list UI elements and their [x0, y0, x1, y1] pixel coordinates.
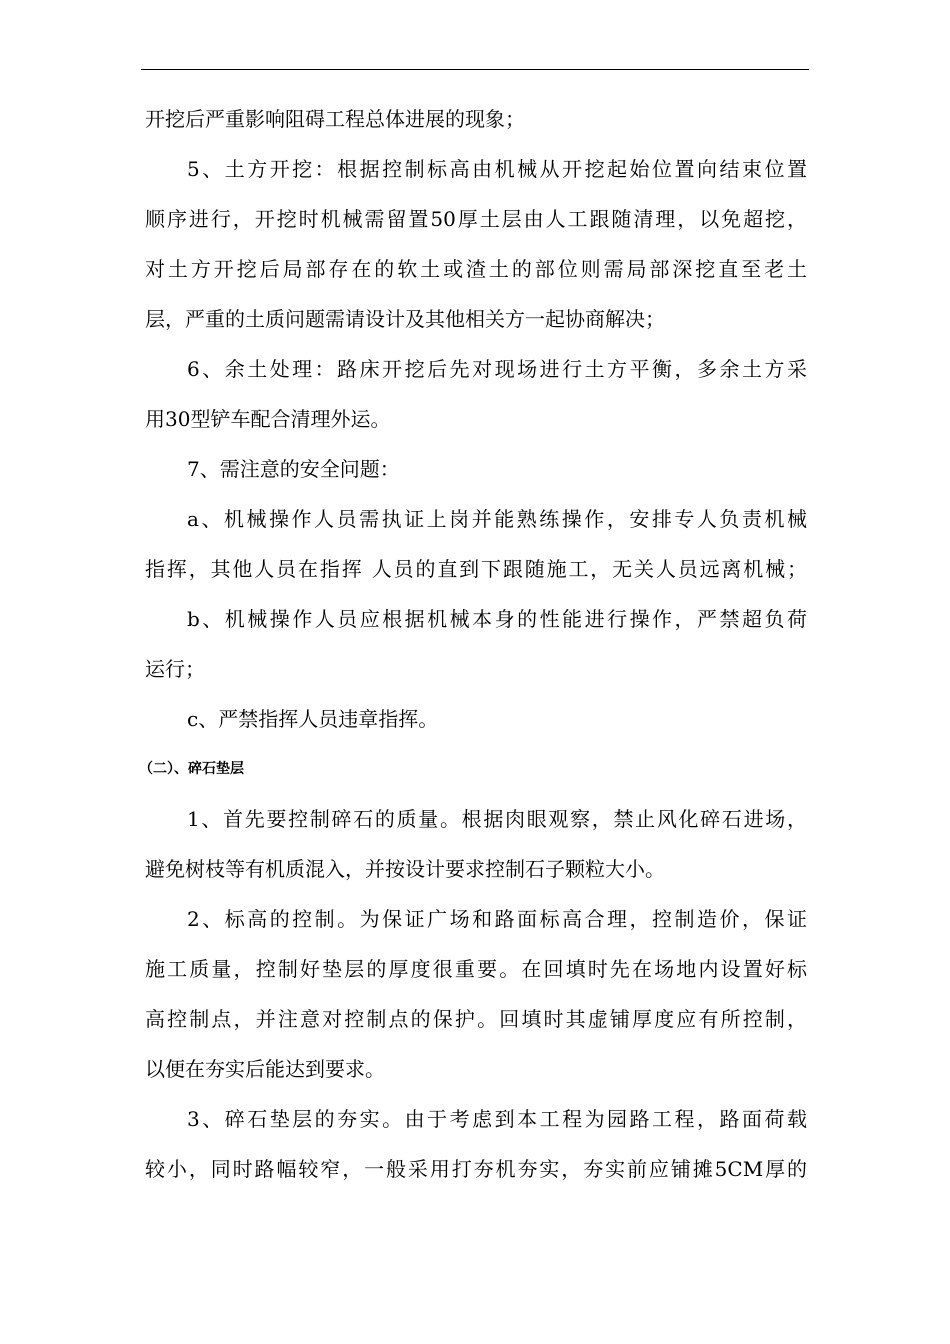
text-line: 1、首先要控制碎石的质量。根据肉眼观察，禁止风化碎石进场， — [187, 807, 807, 831]
text-line: 2、标高的控制。为保证广场和路面标高合理，控制造价，保证 — [187, 907, 807, 931]
text-line: 施工质量，控制好垫层的厚度很重要。在回填时先在场地内设置好标 — [145, 957, 807, 981]
text-line: 指挥，其他人员在指挥 人员的直到下跟随施工，无关人员远离机械； — [145, 557, 807, 581]
text-line: 避免树枝等有机质混入，并按设计要求控制石子颗粒大小。 — [145, 857, 665, 881]
text-line: 5、土方开挖：根据控制标高由机械从开挖起始位置向结束位置 — [187, 157, 807, 181]
text-line: 对土方开挖后局部存在的软土或渣土的部位则需局部深挖直至老土 — [145, 257, 807, 281]
text-line: 3、碎石垫层的夯实。由于考虑到本工程为园路工程，路面荷载 — [187, 1107, 807, 1131]
text-line: 以便在夯实后能达到要求。 — [145, 1057, 385, 1081]
document-body — [139, 94, 807, 1194]
section-heading: （二）、碎石垫层 — [139, 761, 244, 777]
text-line: 运行； — [145, 657, 205, 681]
text-line: 用30型铲车配合清理外运。 — [145, 407, 391, 431]
text-line: 高控制点，并注意对控制点的保护。回填时其虚铺厚度应有所控制， — [145, 1007, 807, 1031]
text-line: c、严禁指挥人员违章指挥。 — [187, 707, 439, 731]
text-line: 开挖后严重影响阻碍工程总体进展的现象； — [145, 107, 525, 131]
text-line: 较小，同时路幅较窄，一般采用打夯机夯实，夯实前应铺摊5CM厚的 — [145, 1157, 807, 1181]
text-line: 7、需注意的安全问题： — [187, 457, 400, 481]
header-rule — [141, 69, 809, 70]
text-line: 6、余土处理：路床开挖后先对现场进行土方平衡，多余土方采 — [187, 357, 807, 381]
text-line: 层，严重的土质问题需请设计及其他相关方一起协商解决； — [145, 307, 665, 331]
text-line: b、机械操作人员应根据机械本身的性能进行操作，严禁超负荷 — [187, 607, 807, 631]
text-line: 顺序进行，开挖时机械需留置50厚土层由人工跟随清理，以免超挖， — [145, 207, 807, 231]
text-line: a、机械操作人员需执证上岗并能熟练操作，安排专人负责机械 — [187, 507, 807, 531]
